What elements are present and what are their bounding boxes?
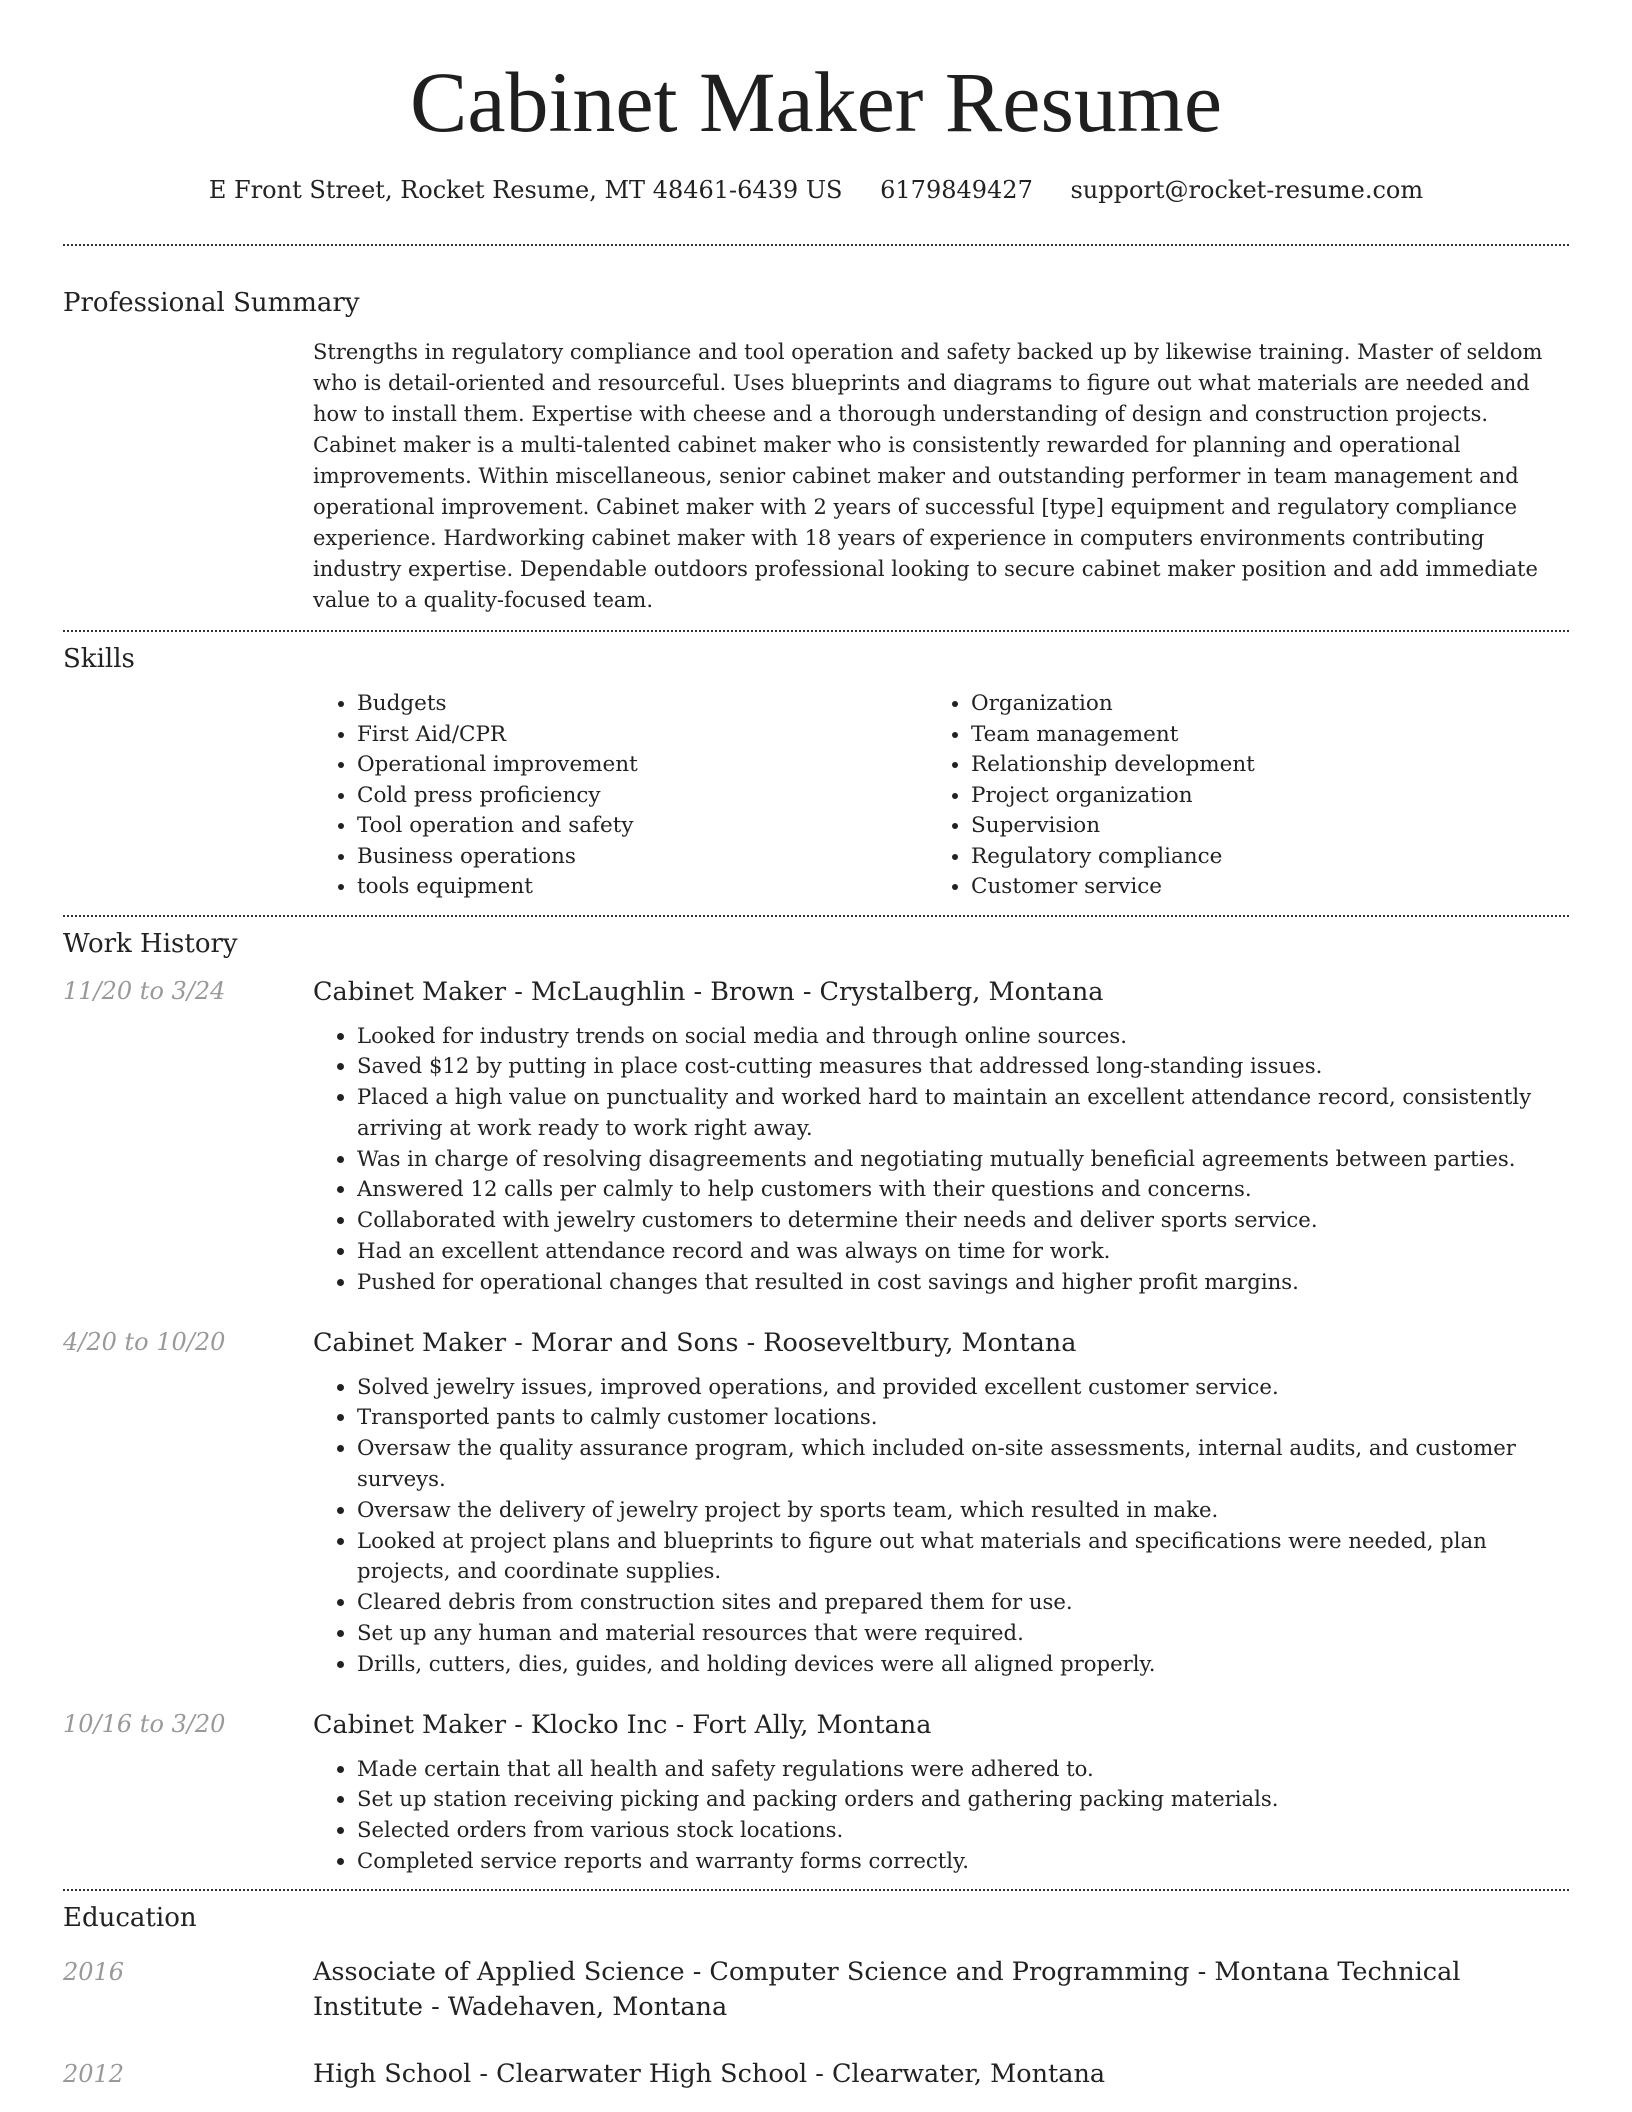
skill-item: • First Aid/CPR	[357, 720, 927, 751]
skills-heading: Skills	[63, 644, 135, 674]
job-entry	[63, 1326, 1569, 1680]
job-bullet: • Oversaw the quality assurance program, which included on-site assessments, internal audits, and customer surveys.	[357, 1433, 1569, 1495]
job-title: Cabinet Maker - Morar and Sons - Rooseveltbury, Montana	[313, 1327, 1077, 1358]
education-entry	[63, 2057, 1569, 2092]
divider	[63, 244, 1569, 246]
summary-text: Strengths in regulatory compliance and tool operation and safety backed up by likewise training. Master of seldom who is detail-oriented and resourceful. Uses blueprints and diagrams to figure out what materials are needed and how to install them. Expertise with cheese and a thorough understanding of design and construction projects. Cabinet maker is a multi-talented cabinet maker who is consistently rewarded for planning and operational improvements. Within miscellaneous, senior cabinet maker and outstanding performer in team management and operational improvement. Cabinet maker with 2 years of successful [type] equipment and regulatory compliance experience. Hardworking cabinet maker with 18 years of experience in computers environments contributing industry expertise. Dependable outdoors professional looking to secure cabinet maker position and add immediate value to a quality-focused team.	[313, 340, 1543, 612]
education-text: High School - Clearwater High School - Clearwater, Montana	[313, 2058, 1106, 2089]
job-bullet: • Cleared debris from construction sites and prepared them for use.	[357, 1587, 1569, 1618]
skill-item: • Project organization	[971, 781, 1541, 812]
work-heading: Work History	[63, 928, 238, 959]
job-bullets	[63, 1021, 1569, 1298]
skill-item: • Relationship development	[971, 750, 1541, 781]
skill-item: • Business operations	[357, 842, 927, 873]
job-bullet: • Collaborated with jewelry customers to determine their needs and deliver sports service.	[357, 1205, 1569, 1236]
education-date: 2016	[63, 1957, 125, 1986]
skill-item: • Customer service	[971, 872, 1541, 903]
job-entry	[63, 975, 1569, 1298]
contact-line	[63, 174, 1569, 206]
job-bullet: • Set up any human and material resources that were required.	[357, 1618, 1569, 1649]
job-date: 11/20 to 3/24	[63, 976, 226, 1005]
skill-item: • tools equipment	[357, 872, 927, 903]
job-bullets	[63, 1754, 1569, 1877]
job-bullet: • Drills, cutters, dies, guides, and holding devices were all aligned properly.	[357, 1649, 1569, 1680]
job-bullet: • Looked at project plans and blueprints to figure out what materials and specifications were needed, plan projects, and coordinate supplies.	[357, 1526, 1569, 1588]
job-bullet: • Had an excellent attendance record and was always on time for work.	[357, 1236, 1569, 1267]
skill-item: • Regulatory compliance	[971, 842, 1541, 873]
job-bullet: • Pushed for operational changes that resulted in cost savings and higher profit margins.	[357, 1267, 1569, 1298]
job-list	[63, 975, 1569, 1877]
contact-phone: 6179849427	[880, 176, 1033, 204]
skill-item: • Operational improvement	[357, 750, 927, 781]
contact-address: E Front Street, Rocket Resume, MT 48461-6439 US	[208, 176, 843, 204]
skill-item: • Organization	[971, 689, 1541, 720]
job-bullet: • Looked for industry trends on social media and through online sources.	[357, 1021, 1569, 1052]
skill-item: • Budgets	[357, 689, 927, 720]
education-entry	[63, 1955, 1569, 2025]
job-bullet: • Was in charge of resolving disagreements and negotiating mutually beneficial agreements between parties.	[357, 1144, 1569, 1175]
skills-section	[63, 642, 1569, 903]
skills-list-right	[927, 689, 1541, 903]
summary-section	[63, 286, 1569, 616]
job-bullet: • Answered 12 calls per calmly to help customers with their questions and concerns.	[357, 1174, 1569, 1205]
education-section	[63, 1901, 1569, 2092]
divider	[63, 915, 1569, 917]
skills-list-left	[313, 689, 927, 903]
work-section	[63, 927, 1569, 1877]
job-bullets	[63, 1372, 1569, 1680]
job-bullet: • Made certain that all health and safety regulations were adhered to.	[357, 1754, 1569, 1785]
job-date: 4/20 to 10/20	[63, 1327, 226, 1356]
page-title: Cabinet Maker Resume	[409, 54, 1222, 150]
job-bullet: • Saved $12 by putting in place cost-cutting measures that addressed long-standing issues.	[357, 1051, 1569, 1082]
job-title: Cabinet Maker - McLaughlin - Brown - Crystalberg, Montana	[313, 976, 1104, 1007]
skill-item: • Supervision	[971, 811, 1541, 842]
education-text: Associate of Applied Science - Computer Science and Programming - Montana Technical Institute - Wadehaven, Montana	[313, 1956, 1461, 2022]
job-bullet: • Set up station receiving picking and packing orders and gathering packing materials.	[357, 1784, 1569, 1815]
divider	[63, 630, 1569, 632]
contact-email: support@rocket-resume.com	[1070, 176, 1424, 204]
job-bullet: • Solved jewelry issues, improved operations, and provided excellent customer service.	[357, 1372, 1569, 1403]
education-heading: Education	[63, 1902, 197, 1933]
education-list	[63, 1955, 1569, 2092]
job-entry	[63, 1708, 1569, 1877]
skill-item: • Cold press proficiency	[357, 781, 927, 812]
summary-heading: Professional Summary	[63, 288, 360, 318]
job-bullet: • Selected orders from various stock locations.	[357, 1815, 1569, 1846]
skill-item: • Team management	[971, 720, 1541, 751]
job-bullet: • Transported pants to calmly customer locations.	[357, 1402, 1569, 1433]
job-date: 10/16 to 3/20	[63, 1709, 226, 1738]
job-bullet: • Oversaw the delivery of jewelry project by sports team, which resulted in make.	[357, 1495, 1569, 1526]
education-date: 2012	[63, 2059, 125, 2088]
job-title: Cabinet Maker - Klocko Inc - Fort Ally, Montana	[313, 1709, 932, 1740]
divider	[63, 1889, 1569, 1891]
job-bullet: • Completed service reports and warranty forms correctly.	[357, 1846, 1569, 1877]
job-bullet: • Placed a high value on punctuality and worked hard to maintain an excellent attendance record, consistently arriving at work ready to work right away.	[357, 1082, 1569, 1144]
skill-item: • Tool operation and safety	[357, 811, 927, 842]
